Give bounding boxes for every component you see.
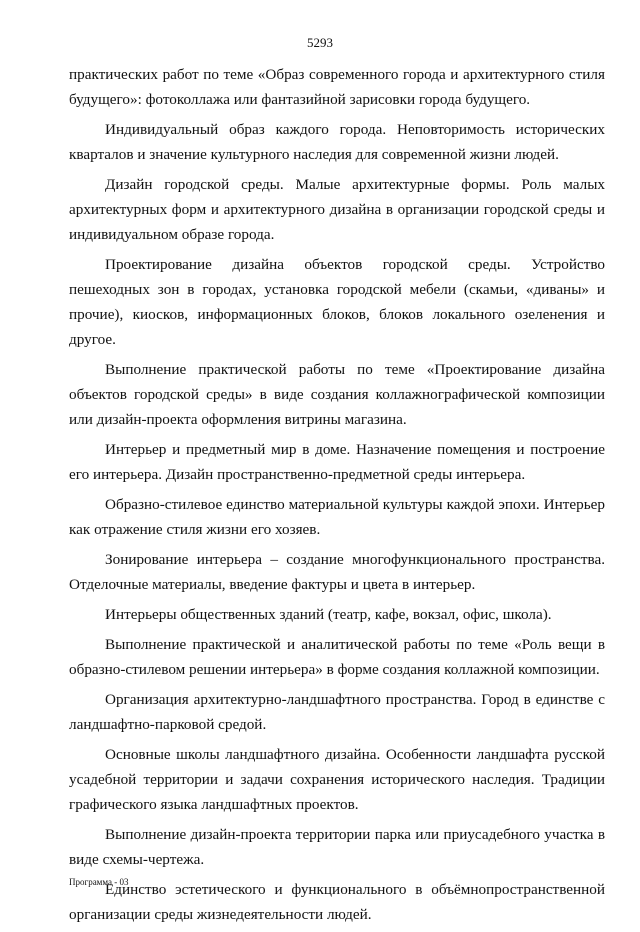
paragraph: Основные школы ландшафтного дизайна. Особенности ландшафта русской усадебной территории и задачи сохранения исторического наследия. Традиции графического языка ландшафтных проектов. bbox=[69, 746, 605, 813]
paragraph: Интерьер и предметный мир в доме. Назначение помещения и построение его интерьера. Дизайн пространственно-предметной среды интерьера. bbox=[69, 441, 605, 483]
paragraph: Дизайн городской среды. Малые архитектурные формы. Роль малых архитектурных форм и архитектурного дизайна в организации городской среды и индивидуальном образе города. bbox=[69, 176, 605, 243]
paragraph: Организация архитектурно-ландшафтного пространства. Город в единстве с ландшафтно-парковой средой. bbox=[69, 691, 605, 733]
paragraph: Выполнение практической работы по теме «Проектирование дизайна объектов городской среды» в виде создания коллажнографической композиции или дизайн-проекта оформления витрины магазина. bbox=[69, 361, 605, 428]
paragraph: Индивидуальный образ каждого города. Неповторимость исторических кварталов и значение культурного наследия для современной жизни людей. bbox=[69, 121, 605, 163]
paragraph: Выполнение дизайн-проекта территории парка или приусадебного участка в виде схемы-чертежа. bbox=[69, 826, 605, 868]
paragraph: Проектирование дизайна объектов городской среды. Устройство пешеходных зон в городах, установка городской мебели (скамьи, «диваны» и прочие), киосков, информационных блоков, блоков локального озеленения и другое. bbox=[69, 256, 605, 348]
paragraph: Единство эстетического и функционального в объёмнопространственной организации среды жизнедеятельности людей. bbox=[69, 881, 605, 923]
paragraph: практических работ по теме «Образ современного города и архитектурного стиля будущего»: фотоколлажа или фантазийной зарисовки города будущего. bbox=[69, 66, 605, 108]
paragraph: Образно-стилевое единство материальной культуры каждой эпохи. Интерьер как отражение стиля жизни его хозяев. bbox=[69, 496, 605, 538]
paragraph: Выполнение практической и аналитической работы по теме «Роль вещи в образно-стилевом решении интерьера» в форме создания коллажной композиции. bbox=[69, 636, 605, 678]
paragraph: Интерьеры общественных зданий (театр, кафе, вокзал, офис, школа). bbox=[105, 606, 552, 623]
paragraph: Зонирование интерьера – создание многофункционального пространства. Отделочные материалы, введение фактуры и цвета в интерьер. bbox=[69, 551, 605, 593]
body-text bbox=[69, 62, 605, 932]
page-number: 5293 bbox=[307, 35, 333, 50]
footer-program-label: Программа - 03 bbox=[69, 877, 129, 887]
